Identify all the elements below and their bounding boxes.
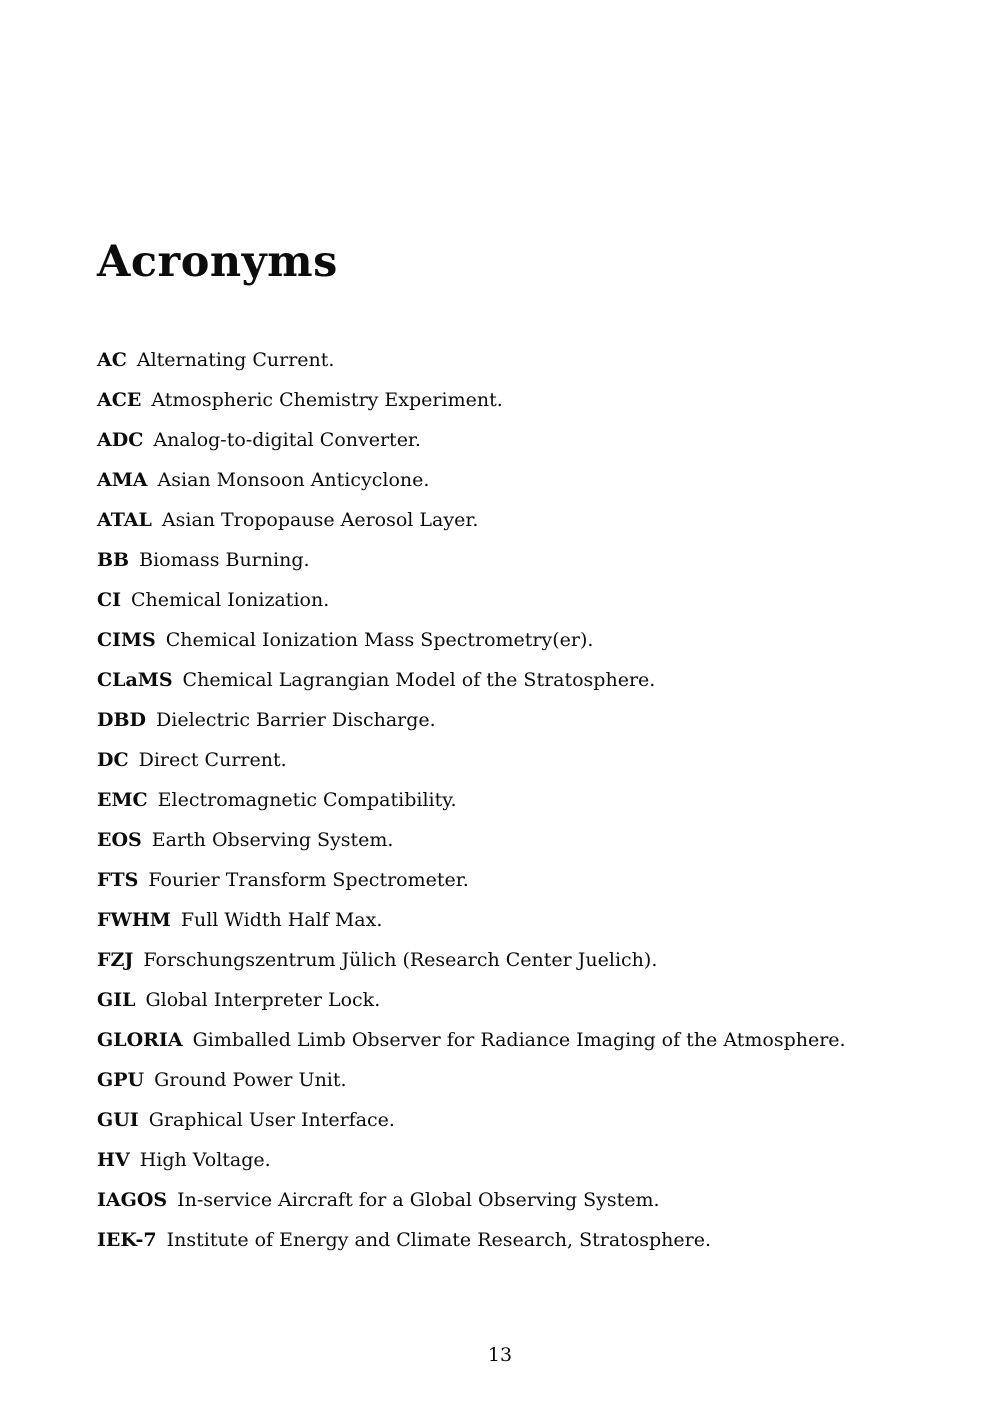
acronym-term: GIL [97,989,136,1012]
acronym-entry [97,829,909,851]
acronym-entry [97,909,909,931]
acronym-entry [97,949,909,971]
acronym-definition: Atmospheric Chemistry Experiment. [151,389,503,412]
acronym-group-d [97,709,909,771]
acronym-group-c [97,589,909,691]
acronym-term: ACE [97,389,142,412]
acronym-entry [97,789,909,811]
acronym-definition: In-service Aircraft for a Global Observing System. [177,1189,660,1212]
acronym-entry [97,589,909,611]
acronym-term: FZJ [97,949,134,972]
acronym-definition: Asian Monsoon Anticyclone. [157,469,430,492]
acronym-definition: Gimballed Limb Observer for Radiance Imaging of the Atmosphere. [192,1029,846,1052]
acronym-group-h [97,1149,909,1171]
acronym-entry [97,669,909,691]
acronym-term: IAGOS [97,1189,168,1212]
acronym-definition: Asian Tropopause Aerosol Layer. [161,509,479,532]
acronym-term: HV [97,1149,130,1172]
page-title: Acronyms [97,237,338,287]
acronym-entry [97,749,909,771]
acronym-definition: Forschungszentrum Jülich (Research Center Juelich). [143,949,658,972]
acronym-term: FWHM [97,909,171,932]
acronym-entry [97,1109,909,1131]
acronym-term: DC [97,749,129,772]
acronym-definition: Electromagnetic Compatibility. [157,789,457,812]
acronym-term: GPU [97,1069,145,1092]
acronym-definition: Ground Power Unit. [154,1069,347,1092]
acronym-definition: Alternating Current. [136,349,335,372]
acronym-entry [97,629,909,651]
acronym-definition: Dielectric Barrier Discharge. [156,709,436,732]
acronym-entry [97,1069,909,1091]
acronym-definition: Biomass Burning. [139,549,310,572]
acronym-entry [97,469,909,491]
acronym-entry [97,869,909,891]
acronym-definition: Analog-to-digital Converter. [153,429,421,452]
acronym-definition: Fourier Transform Spectrometer. [148,869,469,892]
acronym-entry [97,389,909,411]
acronym-entry [97,1189,909,1211]
acronym-group-i [97,1189,909,1251]
acronym-definition: Chemical Ionization. [131,589,330,612]
acronym-group-f [97,869,909,971]
acronym-definition: Chemical Ionization Mass Spectrometry(er). [165,629,594,652]
acronym-term: CLaMS [97,669,173,692]
acronym-group-g [97,989,909,1131]
acronym-entry [97,509,909,531]
acronym-term: EMC [97,789,148,812]
acronym-entry [97,349,909,371]
acronym-definition: Global Interpreter Lock. [145,989,381,1012]
acronym-group-b [97,549,909,571]
acronym-entry [97,429,909,451]
acronym-term: AMA [97,469,148,492]
acronym-entry [97,1029,909,1051]
acronym-term: BB [97,549,130,572]
acronym-term: CIMS [97,629,156,652]
acronym-term: EOS [97,829,142,852]
acronym-definition: Institute of Energy and Climate Research, Stratosphere. [166,1229,712,1252]
acronym-definition: Graphical User Interface. [148,1109,395,1132]
page-content [97,0,909,1269]
acronym-term: GUI [97,1109,139,1132]
acronym-group-a [97,349,909,531]
acronym-term: AC [97,349,127,372]
acronym-group-e [97,789,909,851]
acronym-entry [97,989,909,1011]
acronym-term: CI [97,589,122,612]
acronym-term: ATAL [97,509,152,532]
acronym-entry [97,1229,909,1251]
acronym-definition: Direct Current. [138,749,287,772]
acronym-term: IEK-7 [97,1229,157,1252]
acronym-term: FTS [97,869,139,892]
acronym-definition: Earth Observing System. [151,829,394,852]
acronym-definition: High Voltage. [139,1149,271,1172]
acronym-definition: Chemical Lagrangian Model of the Stratosphere. [182,669,656,692]
acronym-entry [97,709,909,731]
acronym-definition: Full Width Half Max. [180,909,383,932]
acronym-entry [97,549,909,571]
acronym-term: GLORIA [97,1029,183,1052]
acronym-list [97,349,909,1251]
page-number: 13 [487,1344,513,1366]
acronym-entry [97,1149,909,1171]
acronym-term: DBD [97,709,147,732]
acronym-term: ADC [97,429,144,452]
